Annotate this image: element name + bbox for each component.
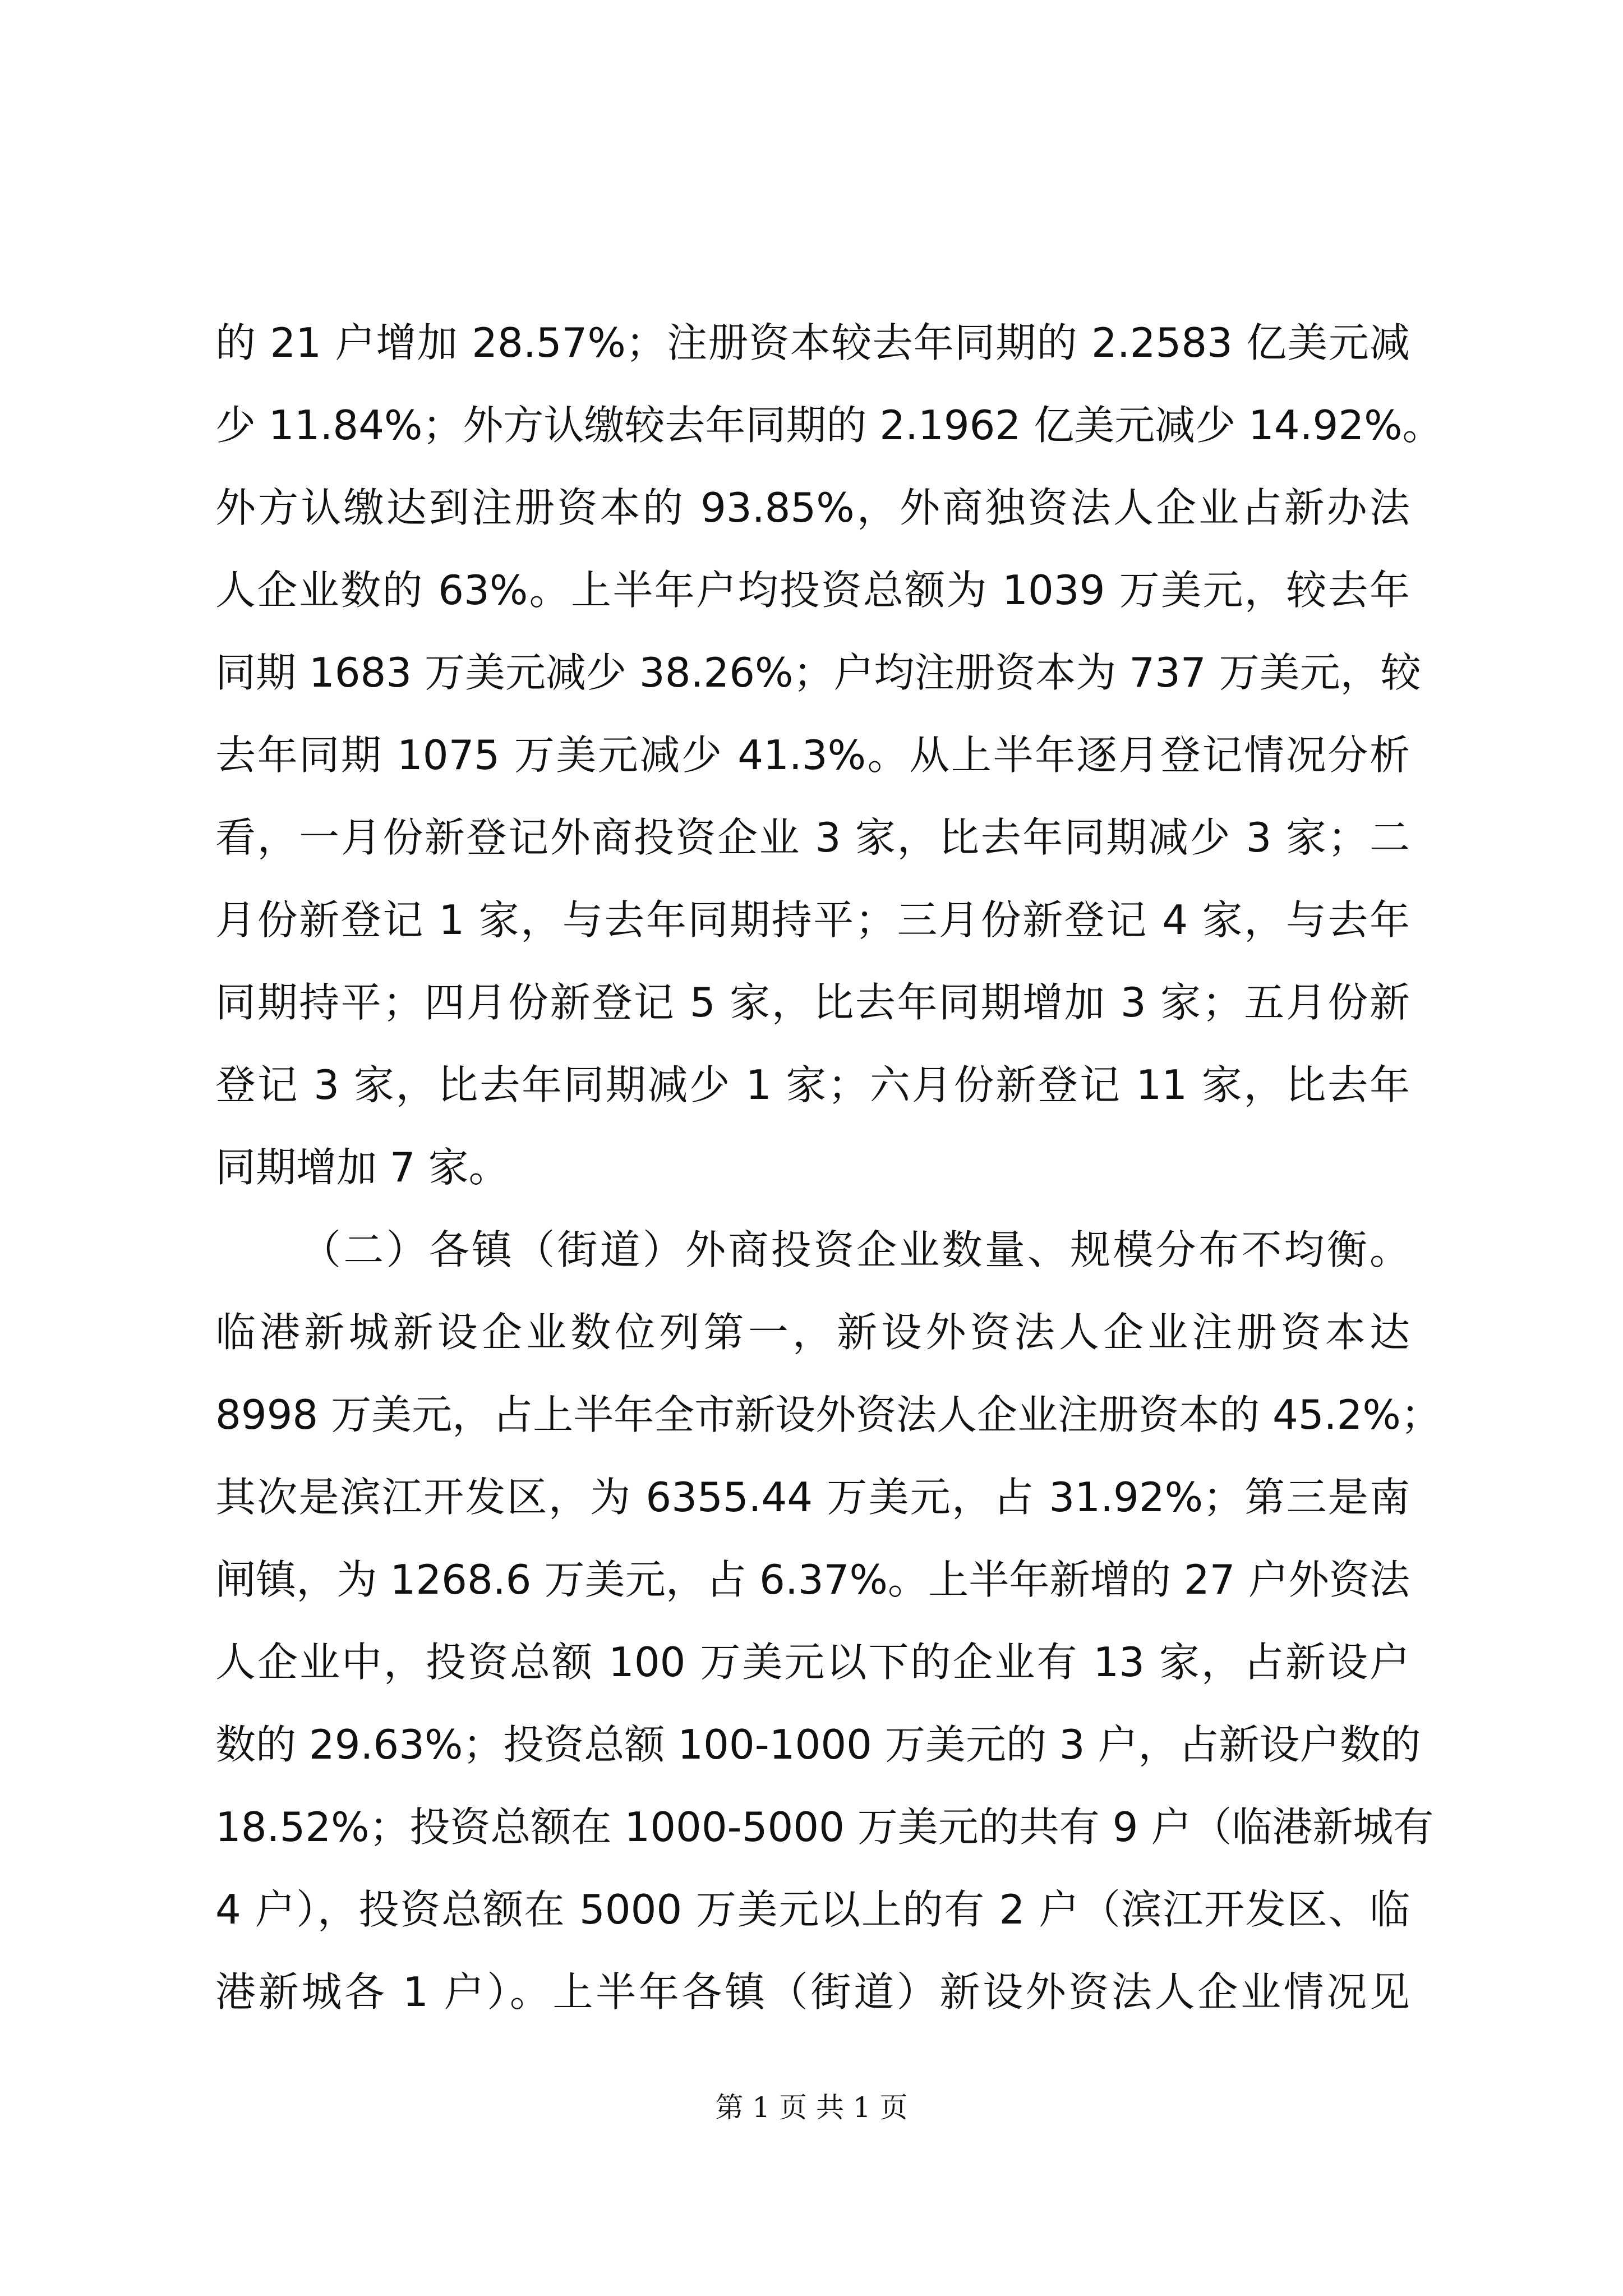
text-line: 外方认缴达到注册资本的 93.85%，外商独资法人企业占新办法 [215, 484, 1410, 531]
text-line: 去年同期 1075 万美元减少 41.3%。从上半年逐月登记情况分析 [215, 731, 1410, 779]
text-line: 少 11.84%；外方认缴较去年同期的 2.1962 亿美元减少 14.92%。 [215, 402, 1443, 449]
text-line: 人企业数的 63%。上半年户均投资总额为 1039 万美元，较去年 [215, 567, 1410, 614]
paragraph-monthly-registration [215, 302, 1443, 1209]
text-line: 港新城各 1 户）。上半年各镇（街道）新设外资法人企业情况见 [215, 1968, 1410, 2016]
text-line: 人企业中，投资总额 100 万美元以下的企业有 13 家，占新设户 [215, 1639, 1410, 1686]
text-line: 月份新登记 1 家，与去年同期持平；三月份新登记 4 家，与去年 [215, 896, 1410, 944]
text-line: 临港新城新设企业数位列第一，新设外资法人企业注册资本达 [215, 1309, 1410, 1356]
section-heading-line: （二）各镇（街道）外商投资企业数量、规模分布不均衡。 [301, 1226, 1410, 1273]
text-line: 闸镇，为 1268.6 万美元，占 6.37%。上半年新增的 27 户外资法 [215, 1556, 1410, 1603]
text-line: 数的 29.63%；投资总额 100-1000 万美元的 3 户，占新设户数的 [215, 1721, 1421, 1768]
text-line: 同期持平；四月份新登记 5 家，比去年同期增加 3 家；五月份新 [215, 979, 1410, 1026]
text-line: 同期增加 7 家。 [215, 1144, 509, 1191]
text-line: 8998 万美元，占上半年全市新设外资法人企业注册资本的 45.2%； [215, 1391, 1441, 1438]
text-line: 18.52%；投资总额在 1000-5000 万美元的共有 9 户（临港新城有 [215, 1803, 1434, 1851]
paragraph-town-distribution [215, 1209, 1441, 2033]
text-line: 4 户），投资总额在 5000 万美元以上的有 2 户（滨江开发区、临 [215, 1886, 1410, 1933]
text-line: 其次是滨江开发区，为 6355.44 万美元，占 31.92%；第三是南 [215, 1474, 1410, 1521]
text-line: 同期 1683 万美元减少 38.26%；户均注册资本为 737 万美元，较 [215, 649, 1421, 696]
text-line: 登记 3 家，比去年同期减少 1 家；六月份新登记 11 家，比去年 [215, 1061, 1410, 1108]
page-footer: 第 1 页 共 1 页 [715, 2091, 908, 2124]
text-line: 看，一月份新登记外商投资企业 3 家，比去年同期减少 3 家；二 [215, 814, 1410, 861]
text-line: 的 21 户增加 28.57%；注册资本较去年同期的 2.2583 亿美元减 [215, 319, 1410, 366]
